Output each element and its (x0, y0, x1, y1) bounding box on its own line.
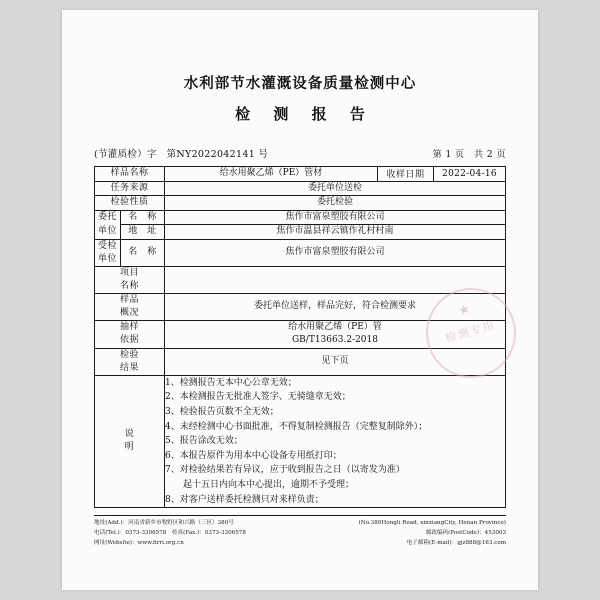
note-item: 1、检测报告无本中心公章无效； (165, 377, 297, 388)
row-label-receive-date: 收样日期 (378, 167, 434, 182)
row-label-inspected-unit (95, 239, 121, 266)
report-page (62, 10, 538, 590)
footer-address-cn: 地址(Add.)：河南省新乡市牧野区和兴路（三区）380号 (94, 520, 234, 527)
footer-postcode: 邮政编码(PostCode)：453003 (425, 529, 506, 536)
row-label-inspected-unit-b: 单位 (97, 253, 117, 264)
row-label-client-address: 地 址 (121, 225, 165, 240)
row-label-project-name-b: 名称 (119, 280, 139, 291)
table-row (95, 181, 506, 196)
sampling-basis-line1: 给水用聚乙烯（PE）管 (288, 321, 382, 332)
page-subtitle: 检 测 报 告 (235, 105, 374, 123)
note-item: 5、报告涂改无效； (165, 436, 243, 447)
seal-text: 检测专用 (443, 318, 498, 345)
row-label-project-name-a: 项目 (119, 267, 139, 278)
row-value-sample-name: 给水用聚乙烯（PE）管材 (165, 167, 378, 182)
row-value-sample-condition: 委托单位送样，样品完好，符合检测要求 (165, 293, 506, 320)
row-label-inspection-type: 检验性质 (95, 196, 165, 211)
row-label-task-source (95, 181, 165, 196)
row-label-sampling-basis-a: 抽样 (119, 322, 139, 333)
sampling-basis-line2: GB/T13663.2-2018 (291, 335, 378, 346)
row-value-client-address: 焦作市温县祥云镇作礼村村南 (165, 225, 506, 240)
row-value-receive-date: 2022-04-16 (434, 167, 506, 182)
row-label-notes-b: 明 (124, 442, 135, 453)
row-label-notes (95, 375, 165, 507)
row-label-client-unit-b: 单位 (97, 225, 117, 236)
table-row (95, 266, 506, 293)
page-number: 第 1 页 共 2 页 (432, 150, 506, 160)
table-row (95, 225, 506, 240)
row-value-task-source: 委托单位送检 (165, 181, 506, 196)
row-label-sample-condition-b: 概况 (119, 307, 139, 318)
row-label-sample-condition-a: 样品 (119, 294, 139, 305)
footer-row (94, 519, 506, 529)
table-row (95, 167, 506, 182)
row-value-client-name: 焦作市富泉塑胶有限公司 (165, 210, 506, 225)
row-label-client-name: 名 称 (121, 210, 165, 225)
note-item: 起十五日内向本中心提出，逾期不予受理； (165, 479, 355, 490)
row-label-project-name (95, 266, 165, 293)
footer-row (94, 529, 506, 539)
row-label-sample-name: 样品名称 (95, 167, 165, 182)
note-item: 3、检验报告页数不全无效； (165, 407, 279, 418)
row-label-client-unit (95, 210, 121, 239)
row-label-notes-a: 说 (124, 429, 135, 440)
row-label-sampling-basis-b: 依据 (119, 335, 139, 346)
note-item: 8、对客户送样委托检测只对来样负责； (165, 494, 324, 505)
report-meta (94, 146, 506, 160)
row-value-result: 见下页 (165, 348, 506, 375)
row-label-sampling-basis (95, 320, 165, 348)
footer-website: 网址(Website)：www.firri.org.cn (94, 539, 184, 546)
row-label-client-unit-a: 委托 (97, 212, 117, 223)
note-item: 6、本报告原件为用本中心设备专用纸打印； (165, 450, 342, 461)
row-label-inspected-name: 名 称 (121, 239, 165, 266)
row-value-project-name (165, 266, 506, 293)
table-row-notes (95, 375, 506, 507)
row-label-inspected-unit-a: 受检 (97, 240, 117, 251)
row-value-inspection-type: 委托检验 (165, 196, 506, 211)
row-label-result-b: 结果 (119, 362, 139, 373)
note-item: 2、本检测报告无批准人签字、无骑缝章无效； (165, 392, 351, 403)
row-label-result (95, 348, 165, 375)
row-label-task-source-text: 任务来源 (110, 182, 149, 193)
seal-star-icon: ★ (456, 301, 473, 320)
note-item: 7、对检验结果若有异议，应于收到报告之日（以寄发为准） (165, 465, 405, 476)
note-item: 4、未经检测中心书面批准，不得复制检测报告（完整复制除外）； (165, 421, 428, 432)
notes-cell (165, 375, 506, 507)
footer-phone: 电话(Tel.)：0373-3306578 传真(Fax.)：0373-3306578 (94, 529, 246, 536)
footer-address-en: (No.380Hongli Road, xinxiangCity, Henan Province) (358, 520, 506, 527)
table-row (95, 239, 506, 266)
page-title: 水利部节水灌溉设备质量检测中心 (183, 75, 417, 92)
report-number: (节灌质检）字 第NY2022042141 号 (94, 149, 269, 160)
row-value-inspected-name: 焦作市富泉塑胶有限公司 (165, 239, 506, 266)
table-row (95, 210, 506, 225)
footer-email: 电子邮箱(E-mail)：gjz888@163.com (406, 539, 506, 546)
page-footer (94, 515, 506, 548)
table-row (95, 196, 506, 211)
row-label-sample-condition (95, 293, 165, 320)
footer-row (94, 539, 506, 549)
row-label-result-a: 检验 (119, 349, 139, 360)
